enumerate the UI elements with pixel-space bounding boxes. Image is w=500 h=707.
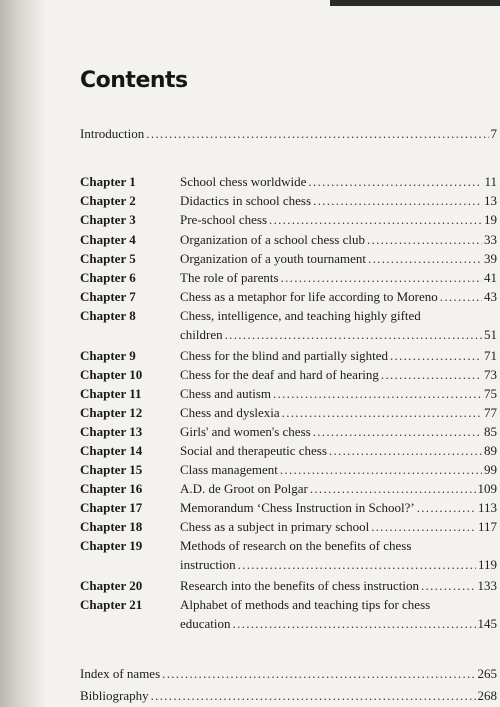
chapter-number: Chapter 17 — [80, 500, 143, 515]
chapter-number: Chapter 11 — [80, 386, 142, 401]
chapter-number: Chapter 9 — [80, 348, 136, 363]
toc-page-number: 51 — [484, 327, 497, 342]
chapter-number: Chapter 7 — [80, 289, 136, 304]
leader-dots — [367, 230, 482, 249]
toc-entry-chapter-14[interactable] — [180, 441, 497, 460]
toc-entry-label: Index of names — [80, 666, 161, 681]
toc-entry-title-line2: instruction — [180, 557, 236, 572]
toc-entry-introduction[interactable] — [80, 124, 497, 143]
toc-entry-title: Chess as a subject in primary school — [180, 519, 370, 534]
toc-page-number: 39 — [484, 251, 497, 266]
chapter-number: Chapter 20 — [80, 578, 143, 593]
toc-entry-chapter-2[interactable] — [180, 191, 497, 210]
toc-page-number: 19 — [484, 212, 497, 227]
toc-entry-title: The role of parents — [180, 270, 279, 285]
toc-entry-title: School chess worldwide — [180, 174, 307, 189]
toc-page-number: 117 — [477, 519, 497, 534]
toc-entry-title: Class management — [180, 462, 278, 477]
toc-entry-title-line2: education — [180, 616, 231, 631]
toc-entry-title-line1[interactable]: Alphabet of methods and teaching tips for chess — [180, 597, 431, 612]
toc-page-number: 99 — [484, 462, 497, 477]
leader-dots — [281, 268, 482, 287]
toc-page-number: 265 — [477, 666, 497, 681]
toc-entry-title: Research into the benefits of chess instruction — [180, 578, 419, 593]
toc-entry-title: Girls' and women's chess — [180, 424, 311, 439]
toc-entry-chapter-13[interactable] — [180, 422, 497, 441]
toc-entry-bibliography[interactable] — [80, 686, 497, 705]
leader-dots — [162, 664, 475, 683]
chapter-number: Chapter 15 — [80, 462, 143, 477]
leader-dots — [371, 517, 476, 536]
chapter-number: Chapter 14 — [80, 443, 143, 458]
chapter-number: Chapter 13 — [80, 424, 143, 439]
chapter-number: Chapter 8 — [80, 308, 136, 323]
toc-entry-chapter-20[interactable] — [180, 576, 497, 595]
toc-entry-title: Organization of a school chess club — [180, 232, 365, 247]
leader-dots — [368, 249, 482, 268]
chapter-number: Chapter 2 — [80, 193, 136, 208]
toc-entry-title: Memorandum ‘Chess Instruction in School?’ — [180, 500, 415, 515]
toc-entry-chapter-21[interactable] — [180, 614, 497, 633]
chapter-number: Chapter 19 — [80, 538, 143, 553]
toc-entry-chapter-10[interactable] — [180, 365, 497, 384]
toc-page-number: 43 — [484, 289, 497, 304]
chapter-number: Chapter 21 — [80, 597, 143, 612]
toc-page-number: 85 — [484, 424, 497, 439]
leader-dots — [280, 460, 482, 479]
toc-entry-title: Organization of a youth tournament — [180, 251, 367, 266]
toc-page-number: 77 — [484, 405, 497, 420]
leader-dots — [269, 210, 482, 229]
leader-dots — [313, 191, 482, 210]
toc-page-number: 75 — [484, 386, 497, 401]
leader-dots — [417, 498, 476, 517]
leader-dots — [282, 403, 482, 422]
toc-entry-chapter-6[interactable] — [180, 268, 497, 287]
toc-page-number: 71 — [484, 348, 497, 363]
toc-page-number: 11 — [484, 174, 497, 189]
leader-dots — [329, 441, 482, 460]
toc-entry-chapter-5[interactable] — [180, 249, 497, 268]
toc-page-number: 41 — [484, 270, 497, 285]
leader-dots — [146, 124, 488, 143]
toc-entry-title-line1[interactable]: Chess, intelligence, and teaching highly gifted — [180, 308, 421, 323]
leader-dots — [308, 172, 482, 191]
chapter-number: Chapter 3 — [80, 212, 136, 227]
leader-dots — [273, 384, 482, 403]
toc-page-number: 119 — [477, 557, 497, 572]
toc-entry-title: Chess for the deaf and hard of hearing — [180, 367, 379, 382]
toc-entry-label: Bibliography — [80, 688, 149, 703]
toc-entry-title: Pre-school chess — [180, 212, 268, 227]
leader-dots — [233, 614, 476, 633]
toc-entry-chapter-8[interactable] — [180, 325, 497, 344]
chapter-number: Chapter 16 — [80, 481, 143, 496]
toc-page-number: 73 — [484, 367, 497, 382]
toc-entry-chapter-3[interactable] — [180, 210, 497, 229]
toc-entry-title: Chess as a metaphor for life according to Moreno — [180, 289, 438, 304]
toc-entry-chapter-9[interactable] — [180, 346, 497, 365]
toc-entry-chapter-17[interactable] — [180, 498, 497, 517]
toc-page-number: 145 — [477, 616, 497, 631]
toc-entry-chapter-15[interactable] — [180, 460, 497, 479]
toc-entry-title-line2: children — [180, 327, 223, 342]
chapter-number: Chapter 5 — [80, 251, 136, 266]
leader-dots — [390, 346, 482, 365]
toc-page-number: 33 — [484, 232, 497, 247]
leader-dots — [225, 325, 482, 344]
toc-page-number: 7 — [490, 126, 497, 141]
toc-entry-title: A.D. de Groot on Polgar — [180, 481, 308, 496]
toc-entry-chapter-4[interactable] — [180, 230, 497, 249]
toc-page-number: 113 — [477, 500, 497, 515]
toc-entry-chapter-12[interactable] — [180, 403, 497, 422]
toc-entry-label: Introduction — [80, 126, 145, 141]
chapter-number: Chapter 18 — [80, 519, 143, 534]
toc-page-number: 13 — [484, 193, 497, 208]
chapter-number: Chapter 12 — [80, 405, 143, 420]
toc-entry-index-of-names[interactable] — [80, 664, 497, 683]
leader-dots — [151, 686, 476, 705]
chapter-number: Chapter 10 — [80, 367, 143, 382]
toc-entry-title-line1[interactable]: Methods of research on the benefits of chess — [180, 538, 412, 553]
leader-dots — [310, 479, 476, 498]
toc-page-number: 268 — [477, 688, 497, 703]
scan-edge — [330, 0, 500, 6]
book-spine-shadow — [0, 0, 46, 707]
toc-page-number: 133 — [477, 578, 497, 593]
toc-entry-title: Chess and autism — [180, 386, 271, 401]
leader-dots — [313, 422, 482, 441]
toc-entry-title: Chess for the blind and partially sighted — [180, 348, 388, 363]
toc-entry-chapter-11[interactable] — [180, 384, 497, 403]
toc-entry-chapter-19[interactable] — [180, 555, 497, 574]
toc-entry-title: Social and therapeutic chess — [180, 443, 327, 458]
toc-entry-title: Didactics in school chess — [180, 193, 312, 208]
toc-entry-title: Chess and dyslexia — [180, 405, 280, 420]
toc-page-number: 89 — [484, 443, 497, 458]
chapter-number: Chapter 1 — [80, 174, 136, 189]
toc-entry-chapter-7[interactable] — [180, 287, 497, 306]
chapter-number: Chapter 4 — [80, 232, 136, 247]
leader-dots — [238, 555, 476, 574]
leader-dots — [421, 576, 476, 595]
leader-dots — [381, 365, 482, 384]
toc-entry-chapter-16[interactable] — [180, 479, 497, 498]
chapter-number: Chapter 6 — [80, 270, 136, 285]
toc-entry-chapter-18[interactable] — [180, 517, 497, 536]
page-title: Contents — [80, 68, 188, 93]
toc-page-number: 109 — [477, 481, 497, 496]
toc-entry-chapter-1[interactable] — [180, 172, 497, 191]
leader-dots — [440, 287, 482, 306]
